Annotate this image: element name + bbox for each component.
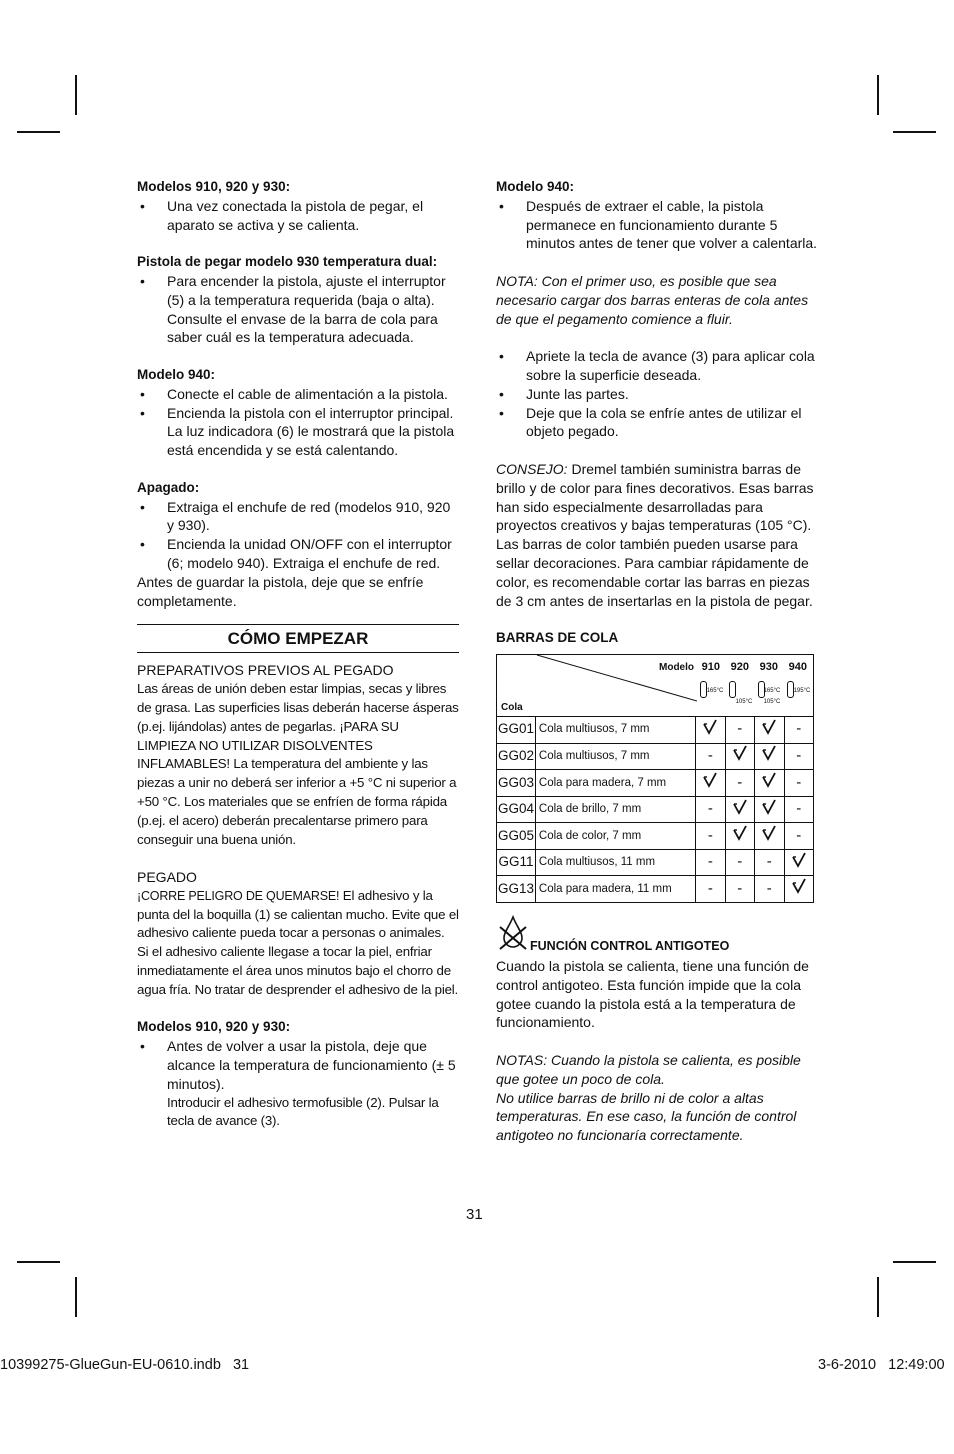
model-930: 930 xyxy=(759,660,778,673)
glue-description: Cola de color, 7 mm xyxy=(535,823,695,850)
temp-label: 105°C xyxy=(735,698,753,705)
glue-code: GG04 xyxy=(497,796,536,823)
dash-mark: - xyxy=(755,876,784,903)
temp-label: 165°C xyxy=(763,687,781,694)
section-title: CÓMO EMPEZAR xyxy=(137,624,459,653)
bullet-item: • Apriete la tecla de avance (3) para aplicar cola sobre la superficie deseada. xyxy=(496,347,818,385)
glue-description: Cola de brillo, 7 mm xyxy=(535,796,695,823)
bullet-item: • Una vez conectada la pistola de pegar, el aparato se activa y se calienta. xyxy=(137,197,459,235)
section-heading: Modelos 910, 920 y 930: xyxy=(137,1019,291,1035)
dash-mark: - xyxy=(696,796,725,823)
glue-description: Cola para madera, 7 mm xyxy=(535,770,695,797)
check-icon xyxy=(755,823,784,850)
check-icon xyxy=(725,823,754,850)
right-column xyxy=(496,178,818,1145)
check-icon xyxy=(784,849,814,876)
crop-mark xyxy=(75,1277,77,1317)
bullet-item: • Deje que la cola se enfríe antes de utilizar el objeto pegado. xyxy=(496,404,818,442)
thermometer-icon xyxy=(787,681,794,698)
bullet-continuation: Introducir el adhesivo termofusible (2). Pulsar la tecla de avance (3). xyxy=(167,1094,439,1129)
subheading: PEGADO xyxy=(137,869,197,886)
dash-mark: - xyxy=(696,876,725,903)
dash-mark: - xyxy=(725,849,754,876)
bullet-item: • Después de extraer el cable, la pistola permanece en funcionamiento durante 5 minutos antes de tener que volver a calentarla. xyxy=(496,197,818,253)
check-icon xyxy=(696,716,725,743)
section-heading: Apagado: xyxy=(137,479,200,495)
note: No utilice barras de brillo ni de color a altas temperaturas. En ese caso, la función de control antigoteo no funcionaría correctamente. xyxy=(496,1089,797,1144)
model-header-cell xyxy=(696,654,814,716)
thermometer-icon xyxy=(700,681,707,698)
crop-mark xyxy=(893,1261,936,1263)
tip-paragraph xyxy=(496,460,818,610)
antidrip-heading: FUNCIÓN CONTROL ANTIGOTEO xyxy=(530,939,730,954)
tip-label: CONSEJO: xyxy=(496,460,568,477)
crop-mark xyxy=(877,75,879,115)
paragraph: Cuando la pistola se calienta, tiene una función de control antigoteo. Esta función impide que la cola gotee cuando la pistola está a la temperatura de funcionamiento. xyxy=(496,958,809,1031)
bullet-item: • Extraiga el enchufe de red (modelos 910, 920 y 930). xyxy=(137,498,459,536)
section-heading: Modelo 940: xyxy=(496,179,575,194)
glue-code: GG03 xyxy=(497,770,536,797)
bullet-item: • Encienda la pistola con el interruptor principal. La luz indicadora (6) le mostrará que la pistola está encendida y se está calentando. xyxy=(137,404,459,460)
table-row xyxy=(497,743,814,770)
warning-text: ¡CORRE PELIGRO DE QUEMARSE! xyxy=(137,888,340,903)
dash-mark: - xyxy=(784,716,814,743)
paragraph xyxy=(137,887,459,1000)
dash-mark: - xyxy=(725,716,754,743)
bullet-item: • Para encender la pistola, ajuste el interruptor (5) a la temperatura requerida (baja o alta). Consulte el envase de la barra de cola para saber cuál es la temperatura adecuada. xyxy=(137,272,459,347)
table-row xyxy=(497,876,814,903)
dash-mark: - xyxy=(784,796,814,823)
check-icon xyxy=(784,876,814,903)
check-icon xyxy=(755,770,784,797)
check-icon xyxy=(755,716,784,743)
no-drip-icon xyxy=(498,915,528,951)
tip-text: Dremel también suministra barras de brillo y de color para fines decorativos. Esas barras han sido especialmente desarrolladas para proyectos creativos y bajas temperaturas (105 °C). Las barras de color también pueden usarse para sellar decoraciones. Para cambiar rápidamente de color, es recomendable cortar las barras en piezas de 3 cm antes de insertarlas en la pistola de pegar. xyxy=(496,460,814,609)
dash-mark: - xyxy=(696,743,725,770)
section-heading: Pistola de pegar modelo 930 temperatura dual: xyxy=(137,254,438,270)
check-icon xyxy=(725,796,754,823)
check-icon xyxy=(755,743,784,770)
crop-mark xyxy=(75,75,77,115)
temp-label: 165°C xyxy=(706,687,724,694)
glue-code: GG05 xyxy=(497,823,536,850)
table-header-cell xyxy=(497,654,696,716)
check-icon xyxy=(755,796,784,823)
bullet-item: • Conecte el cable de alimentación a la pistola. xyxy=(137,385,459,404)
table-row xyxy=(497,849,814,876)
thermometer-icon xyxy=(729,681,736,698)
dash-mark: - xyxy=(784,770,814,797)
footer-timestamp: 3-6-2010 12:49:00 xyxy=(818,1357,945,1373)
bullet-item: • Antes de volver a usar la pistola, deje que alcance la temperatura de funcionamiento (± 5 minutos). xyxy=(137,1037,459,1093)
dash-mark: - xyxy=(725,770,754,797)
paragraph: Antes de guardar la pistola, deje que se enfríe completamente. xyxy=(137,573,424,609)
bullet-item: • Encienda la unidad ON/OFF con el interruptor (6; modelo 940). Extraiga el enchufe de red. xyxy=(137,535,459,573)
subheading: PREPARATIVOS PREVIOS AL PEGADO xyxy=(137,662,394,679)
glue-description: Cola multiusos, 11 mm xyxy=(535,849,695,876)
dash-mark: - xyxy=(784,823,814,850)
note: NOTAS: Cuando la pistola se calienta, es posible que gotee un poco de cola. xyxy=(496,1052,801,1087)
glue-stick-table xyxy=(496,654,814,903)
glue-description: Cola multiusos, 7 mm xyxy=(535,743,695,770)
glue-description: Cola multiusos, 7 mm xyxy=(535,716,695,743)
glue-code: GG13 xyxy=(497,876,536,903)
dash-mark: - xyxy=(755,849,784,876)
paragraph-text: El adhesivo y la punta del la boquilla (1) se calientan mucho. Evite que el adhesivo caliente pueda tocar a personas o animales. Si el adhesivo caliente llegase a tocar la piel, enfriar inmediatamente el área unos minutos bajo el chorro de agua fría. No tratar de desprender el adhesivo de la piel. xyxy=(137,887,459,997)
model-910: 910 xyxy=(701,660,720,673)
table-row xyxy=(497,823,814,850)
section-heading: Modelos 910, 920 y 930: xyxy=(137,179,291,194)
glue-code: GG01 xyxy=(497,716,536,743)
crop-mark xyxy=(877,1277,879,1317)
temp-label: 195°C xyxy=(793,687,811,694)
paragraph: Las áreas de unión deben estar limpias, secas y libres de grasa. Las superficies lisas deberán hacerse ásperas (p.ej. lijándolas) antes de pegarlas. ¡PARA SU LIMPIEZA NO UTILIZAR DISOLVENTES INFLAMABLES! La temperatura del ambiente y las piezas a unir no deberá ser inferior a +5 °C ni superior a +50 °C. Los materiales que se enfríen de forma rápida (p.ej. el acero) deberán precalentarse primero para conseguir una buena unión. xyxy=(137,681,459,847)
check-icon xyxy=(696,770,725,797)
crop-mark xyxy=(17,1261,60,1263)
table-row xyxy=(497,770,814,797)
bullet-item: • Junte las partes. xyxy=(496,385,818,404)
model-920: 920 xyxy=(730,660,749,673)
glue-code: GG11 xyxy=(497,849,536,876)
note: NOTA: Con el primer uso, es posible que sea necesario cargar dos barras enteras de cola antes de que el pegamento comience a fluir. xyxy=(496,272,809,327)
table-heading: BARRAS DE COLA xyxy=(496,630,619,646)
glue-code: GG02 xyxy=(497,743,536,770)
page-number: 31 xyxy=(466,1206,483,1223)
check-icon xyxy=(725,743,754,770)
temperature-icons xyxy=(700,681,816,707)
table-row xyxy=(497,716,814,743)
antidrip-heading-row xyxy=(496,937,818,957)
temp-label: 105°C xyxy=(763,698,781,705)
dash-mark: - xyxy=(725,876,754,903)
dash-mark: - xyxy=(784,743,814,770)
model-940: 940 xyxy=(788,660,807,673)
glue-description: Cola para madera, 11 mm xyxy=(535,876,695,903)
dash-mark: - xyxy=(696,823,725,850)
crop-mark xyxy=(17,131,60,133)
left-column xyxy=(137,178,459,1131)
crop-mark xyxy=(893,131,936,133)
modelo-label: Modelo xyxy=(659,661,694,673)
dash-mark: - xyxy=(696,849,725,876)
table-row xyxy=(497,796,814,823)
cola-label: Cola xyxy=(501,701,523,713)
section-heading: Modelo 940: xyxy=(137,366,216,382)
footer-filename: 10399275-GlueGun-EU-0610.indb 31 xyxy=(0,1357,250,1373)
